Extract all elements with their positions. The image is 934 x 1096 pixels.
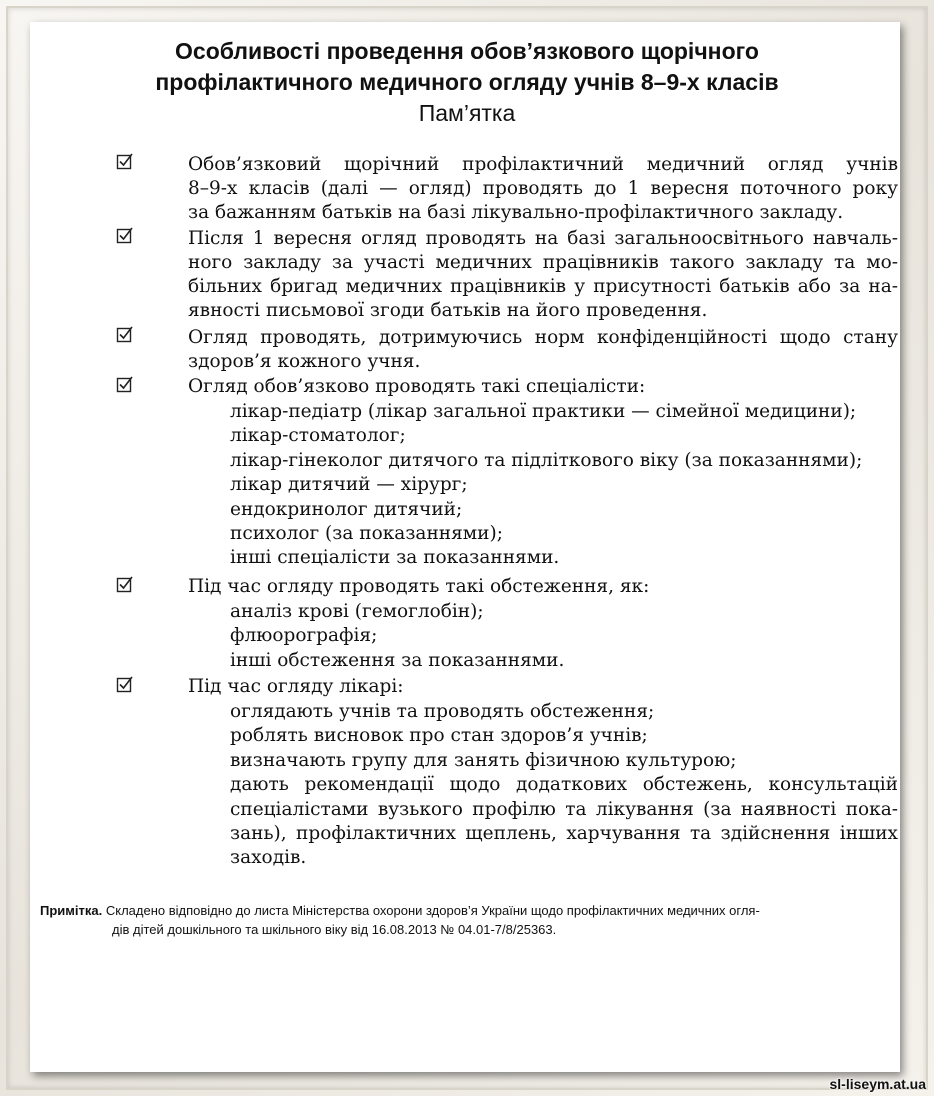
item-1-line-3: за бажанням батьків на базі лікувально-профілактичного закладу. [188,202,844,223]
sub-item: зань), профілактичних щеплень, харчування та здійснення інших [230,823,898,845]
item-4-line-1: Огляд обов’язково проводять такі спеціалісти: [188,376,646,397]
specialists-list [230,400,898,571]
checkbox-checked-icon [116,226,134,244]
item-3-line-1: Огляд проводять, дотримуючись норм конфіденційності щодо стану [188,327,898,348]
item-2-line-3: більних бригад медичних працівників у присутності батьків або за на- [188,276,898,297]
sub-item: заходів. [230,847,307,869]
list-item [188,326,898,374]
checkbox-checked-icon [116,375,134,393]
sub-item: інші обстеження за показаннями. [230,649,565,671]
list-item [188,153,898,225]
list-item [188,675,898,699]
item-1-line-1: Обов’язковий щорічний профілактичний медичний огляд учнів [188,154,898,175]
title-line-1: Особливості проведення обов’язкового щорічного [175,38,759,64]
sub-item: спеціалістами вузького профілю та лікування (за наявності пока- [230,798,898,820]
item-6-line-1: Під час огляду лікарі: [188,676,404,697]
sub-item: ендокринолог дитячий; [230,498,463,520]
item-2-line-4: явності письмової згоди батьків на його проведення. [188,300,708,321]
footnote [40,901,900,939]
list-item [188,575,898,599]
note-line-2: дів дітей дошкільного та шкільного віку від 16.08.2013 № 04.01-7/8/25363. [112,922,557,937]
title-line-2: профілактичного медичного огляду учнів 8–9-х класів [155,69,779,95]
item-5-line-1: Під час огляду проводять такі обстеження, як: [188,576,650,597]
sub-item: лікар дитячий — хірург; [230,474,468,496]
sub-item: дають рекомендації щодо додаткових обстежень, консультацій [230,774,898,796]
sub-item: роблять висновок про стан здоров’я учнів; [230,725,648,747]
item-2-line-2: ного закладу за участі медичних працівників такого закладу та мо- [188,252,898,273]
sub-item: лікар-гінеколог дитячого та підліткового віку (за показаннями); [230,449,863,471]
checkbox-checked-icon [116,325,134,343]
sub-item: оглядають учнів та проводять обстеження; [230,701,655,722]
note-line-1: Складено відповідно до листа Міністерства охорони здоров’я України щодо профілактичних медичних огля- [105,903,760,918]
doctors-actions-list [230,700,898,871]
list-item [188,227,898,323]
sub-item: аналіз крові (гемоглобін); [230,601,484,622]
checkbox-checked-icon [116,575,134,593]
sub-item: флюорографія; [230,625,378,647]
item-1-line-2: 8–9-х класів (далі — огляд) проводять до 1 вересня поточного року [188,178,898,199]
list-item [188,375,898,399]
note-label: Примітка. [40,903,103,918]
checkbox-checked-icon [116,675,134,693]
subtitle: Пам’ятка [418,100,516,126]
item-3-line-2: здоров’я кожного учня. [188,351,421,372]
checkbox-checked-icon [116,152,134,170]
sub-item: визначають групу для занять фізичною культурою; [230,749,737,771]
sub-item: лікар-стоматолог; [230,425,406,447]
sub-item: психолог (за показаннями); [230,523,503,545]
examinations-list [230,600,898,673]
site-watermark: sl-liseym.at.ua [829,1076,926,1092]
sub-item: лікар-педіатр (лікар загальної практики — сімейної медицини); [230,401,857,422]
item-2-line-1: Після 1 вересня огляд проводять на базі загальноосвітнього навчаль- [188,228,898,249]
sub-item: інші спеціалісти за показаннями. [230,547,560,569]
